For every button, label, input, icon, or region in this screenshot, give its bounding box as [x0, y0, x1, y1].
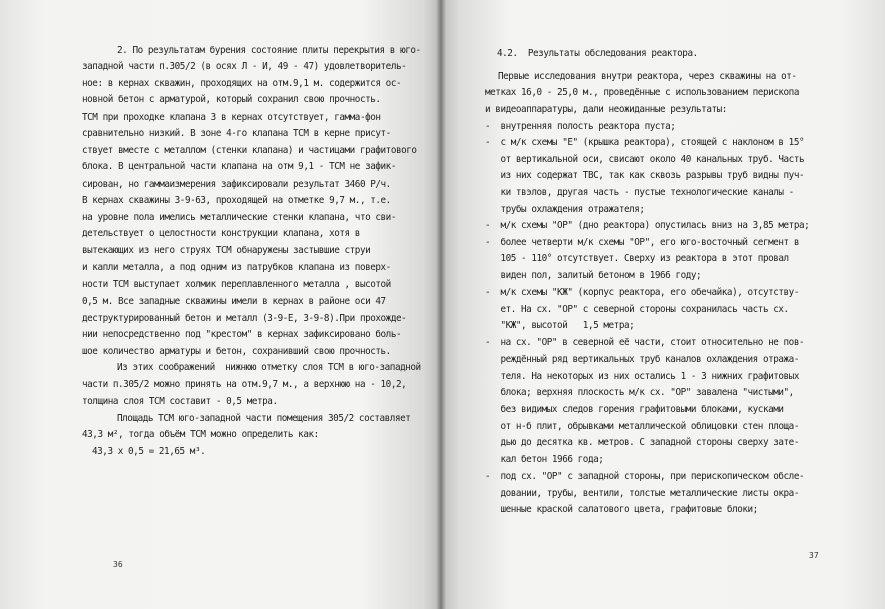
text-line: Площадь ТСМ юго-западной части помещения 305/2 составляет	[117, 413, 411, 424]
text-line: шое количество арматуры и бетон, сохранивший свою прочность.	[82, 346, 391, 357]
text-line: без видимых следов горения графитовыми блоками, кусками	[485, 404, 784, 415]
text-line: кал бетон 1966 года;	[485, 454, 604, 465]
text-line: шенные краской салатового цвета, графитовые блоки;	[485, 504, 758, 515]
text-line: на уровне пола имелись металлические стенки клапана, что сви-	[82, 212, 396, 223]
page-number-right: 37	[809, 551, 819, 560]
text-line: "КЖ", высотой 1,5 метра;	[485, 320, 635, 331]
text-line: блока; верхняя плоскость м/к сх. "ОР" завалена "чистыми",	[485, 387, 794, 398]
text-line: и видеоаппаратуры, дали неожиданные результаты:	[485, 104, 727, 115]
text-line: теля. На некоторых из них остались 1 - 3 нижних графитовых	[485, 371, 799, 382]
left-page	[0, 0, 441, 609]
text-line: из них содержат ТВС, так как сквозь разрывы труб видны пуч-	[485, 170, 805, 181]
text-line: - под сх. "ОР" с западной стороны, при перископическом обсле-	[485, 471, 805, 482]
text-line: - на сх. "ОР" в северной её части, стоит относительно не пов-	[485, 337, 805, 348]
text-line: от н-б плит, обрывками металлической облицовки стен площа-	[485, 421, 799, 432]
text-line: новной бетон с арматурой, который сохранил свою прочность.	[82, 94, 381, 105]
text-line: Из этих соображений нижнюю отметку слоя ТСМ в юго-западной	[117, 362, 421, 373]
text-line: - внутренняя полость реактора пуста;	[485, 121, 676, 132]
text-line: трубы охлаждения отражателя;	[485, 204, 645, 215]
text-line: - с м/к схемы "Е" (крышка реактора), стоящей с наклоном в 15°	[485, 137, 805, 148]
text-line: ки твэлов, другая часть - пустые технологические каналы -	[485, 187, 794, 198]
text-line: вытекающих из него струях ТСМ обнаружены застывшие струи	[82, 245, 371, 256]
text-line: ствует вместе с металлом (стенки клапана) и частицами графитового	[82, 145, 417, 156]
text-line: - м/к схемы "КЖ" (корпус реактора, его обечайка), отсутству-	[485, 287, 799, 298]
text-line: деструктурированный бетон и металл (3-9-Е, 3-9-8).При прохожде-	[82, 313, 407, 324]
text-line: довании, трубы, вентили, толстые металлические листы окра-	[485, 488, 799, 499]
text-line: ет. На сх. "ОР" с северной стороны сохранилась часть сх.	[485, 304, 789, 315]
text-line: детельствует о целостности конструкции клапана, хотя в	[82, 228, 360, 239]
text-line: толщина слоя ТСМ составит - 0,5 метра.	[82, 396, 278, 407]
text-line: 0,5 м. Все западные скважины имели в кернах в районе оси 47	[82, 296, 386, 307]
right-page	[441, 0, 885, 609]
book-spine	[436, 0, 446, 609]
text-line: виден пол, залитый бетоном в 1966 году;	[485, 270, 702, 281]
text-line: сравнительно низкий. В зоне 4-го клапана ТСМ в керне присут-	[82, 128, 391, 139]
text-line: 2. По результатам бурения состояние плиты перекрытия в юго-	[117, 45, 421, 56]
text-line: реждённый ряд вертикальных труб каналов охлаждения отража-	[485, 354, 799, 365]
text-line: - м/к схемы "ОР" (дно реактора) опустилась вниз на 3,85 метра;	[485, 220, 810, 231]
text-line: 43,3 м², тогда объём ТСМ можно определить как:	[82, 429, 319, 440]
text-line: В кернах скважины 3-9-63, проходящей на отметке 9,7 м., т.е.	[82, 195, 391, 206]
text-line: 4.2. Результаты обследования реактора.	[497, 48, 698, 59]
page-number-left: 36	[113, 560, 123, 569]
text-line: части п.305/2 можно принять на отм.9,7 м., а верхнюю на - 10,2,	[82, 379, 407, 390]
text-line: 43,3 х 0,5 = 21,65 м³.	[92, 446, 206, 457]
text-line: - более четверти м/к схемы "ОР", его юго-восточный сегмент в	[485, 237, 799, 248]
text-line: Первые исследования внутри реактора, через скважины на от-	[498, 71, 797, 82]
text-line: дью до десятка кв. метров. С западной стороны сверху зате-	[485, 437, 799, 448]
text-line: метках 16,0 - 25,0 м., проведённые с использованием перископа	[485, 87, 799, 98]
text-line: ное: в кернах скважин, проходящих на отм.9,1 м. содержится ос-	[82, 78, 402, 89]
text-line: сирован, но гаммаизмерения зафиксировали результат 3460 Р/ч.	[82, 179, 391, 190]
text-line: и капли металла, а под одним из патрубков клапана из поверх-	[82, 262, 391, 273]
text-line: от вертикальной оси, свисают около 40 канальных труб. Часть	[485, 154, 805, 165]
text-line: ности ТСМ выступает холмик переплавленного металла , высотой	[82, 279, 391, 290]
text-line: блока. В центральной части клапана на отм 9,1 - ТСМ не зафик-	[82, 161, 396, 172]
text-line: нии непосредственно под "крестом" в кернах зафиксировано боль-	[82, 329, 402, 340]
text-line: ТСМ при проходке клапана 3 в кернах отсутствует, гамма-фон	[82, 112, 381, 123]
text-line: 105 - 110° отсутствует. Сверху из реактора в этот провал	[485, 253, 789, 264]
text-line: западной части п.305/2 (в осях Л - И, 49 - 47) удовлетворитель-	[82, 61, 407, 72]
